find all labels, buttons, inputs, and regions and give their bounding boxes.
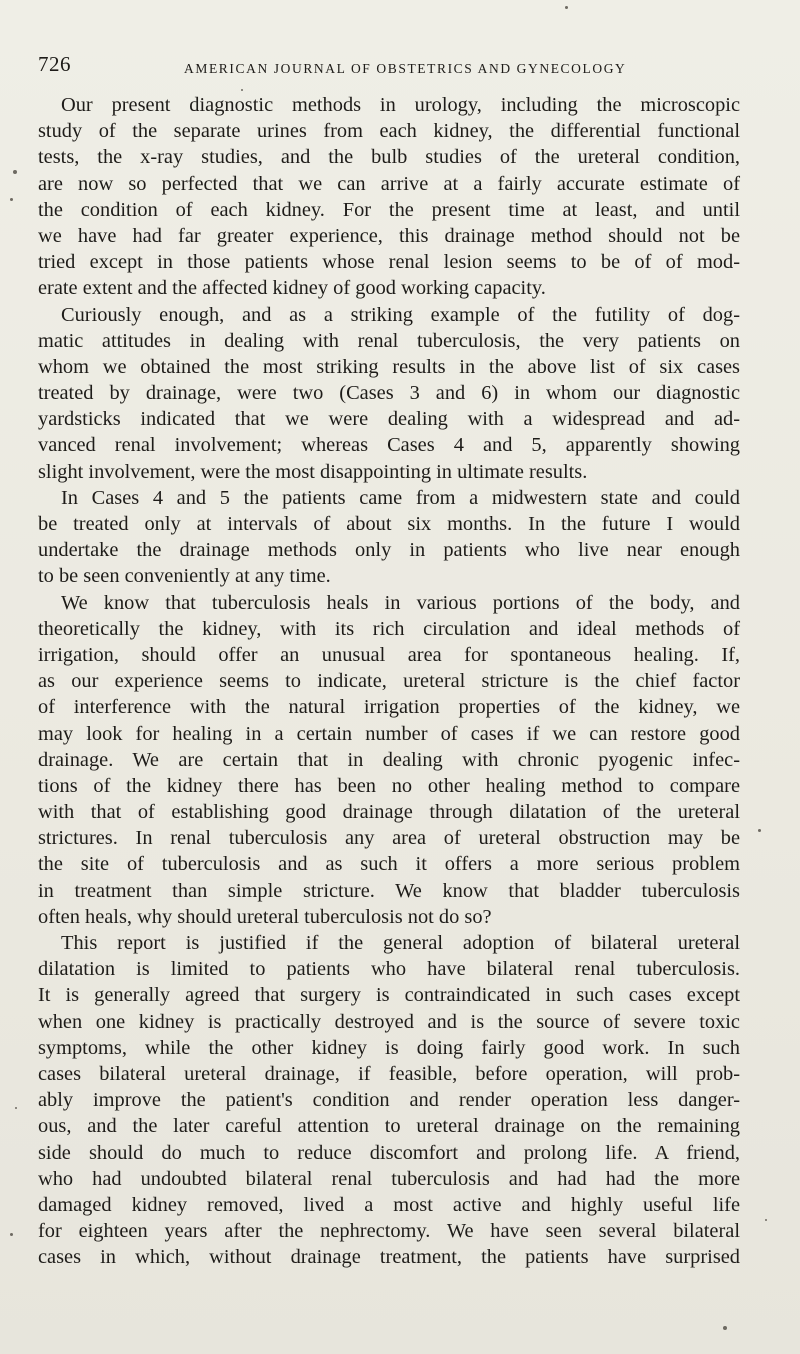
print-speck xyxy=(241,89,243,91)
text-line: undertake the drainage methods only in patients who live near enough xyxy=(38,539,740,562)
text-line: treated by drainage, were two (Cases 3 and 6) in whom our diagnostic xyxy=(38,382,740,405)
print-speck xyxy=(10,198,13,201)
text-line: the site of tuberculosis and as such it offers a more serious problem xyxy=(38,853,740,876)
text-line: ous, and the later careful attention to ureteral drainage on the remaining xyxy=(38,1115,740,1138)
print-speck xyxy=(13,170,17,174)
text-line: tried except in those patients whose renal lesion seems to be of of mod- xyxy=(38,251,740,274)
text-line: to be seen conveniently at any time. xyxy=(38,565,331,588)
text-line: This report is justified if the general adoption of bilateral ureteral xyxy=(61,932,740,954)
text-line: of interference with the natural irrigation properties of the kidney, we xyxy=(38,696,740,719)
print-speck xyxy=(10,1233,13,1236)
text-line: Curiously enough, and as a striking example of the futility of dog- xyxy=(61,303,740,326)
text-line: ably improve the patient's condition and render operation less danger- xyxy=(38,1089,740,1112)
print-speck xyxy=(565,6,568,9)
text-line: symptoms, while the other kidney is doing fairly good work. In such xyxy=(38,1036,740,1059)
text-line: matic attitudes in dealing with renal tuberculosis, the very patients on xyxy=(38,329,740,352)
text-line: who had undoubted bilateral renal tuberculosis and had had the more xyxy=(38,1167,740,1190)
text-line: study of the separate urines from each kidney, the differential functional xyxy=(38,120,740,143)
paragraph xyxy=(38,930,740,1270)
text-line: theoretically the kidney, with its rich circulation and ideal methods of xyxy=(38,617,740,640)
text-line: in treatment than simple stricture. We know that bladder tuberculosis xyxy=(38,879,740,902)
text-line: We know that tuberculosis heals in various portions of the body, and xyxy=(61,591,740,614)
text-line: It is generally agreed that surgery is contraindicated in such cases except xyxy=(38,984,740,1007)
paragraph xyxy=(38,92,740,302)
text-line: may look for healing in a certain number of cases if we can restore good xyxy=(38,722,740,745)
print-speck xyxy=(758,829,761,832)
print-speck xyxy=(15,1107,17,1109)
text-line: we have had far greater experience, this drainage method should not be xyxy=(38,224,740,247)
paragraph xyxy=(38,485,740,590)
text-line: side should do much to reduce discomfort and prolong life. A friend, xyxy=(38,1141,740,1164)
paragraph xyxy=(38,302,740,485)
text-line: tions of the kidney there has been no other healing method to compare xyxy=(38,774,740,797)
text-line: In Cases 4 and 5 the patients came from a midwestern state and could xyxy=(61,486,740,509)
text-line: when one kidney is practically destroyed and is the source of severe toxic xyxy=(38,1010,740,1033)
text-line: strictures. In renal tuberculosis any area of ureteral obstruction may be xyxy=(38,827,740,850)
text-line: slight involvement, were the most disappointing in ultimate results. xyxy=(38,460,588,483)
text-line: Our present diagnostic methods in urology, including the microscopic xyxy=(61,94,740,116)
text-line: as our experience seems to indicate, ureteral stricture is the chief factor xyxy=(38,670,740,693)
running-head: AMERICAN JOURNAL OF OBSTETRICS AND GYNECOLOGY xyxy=(184,61,627,76)
text-line: be treated only at intervals of about six months. In the future I would xyxy=(38,513,740,535)
text-line: the condition of each kidney. For the present time at least, and until xyxy=(38,198,740,221)
print-speck xyxy=(723,1326,727,1330)
text-line: drainage. We are certain that in dealing with chronic pyogenic infec- xyxy=(38,748,740,771)
text-line: dilatation is limited to patients who have bilateral renal tuberculosis. xyxy=(38,958,740,981)
page-number: 726 xyxy=(38,52,71,76)
print-speck xyxy=(765,1219,767,1221)
article-body xyxy=(38,92,740,1270)
text-line: vanced renal involvement; whereas Cases 4 and 5, apparently showing xyxy=(38,434,740,457)
text-line: cases in which, without drainage treatment, the patients have surprised xyxy=(38,1246,740,1269)
text-line: often heals, why should ureteral tuberculosis not do so? xyxy=(38,905,492,928)
text-line: whom we obtained the most striking results in the above list of six cases xyxy=(38,355,740,378)
text-line: cases bilateral ureteral drainage, if feasible, before operation, will prob- xyxy=(38,1062,740,1085)
page-header xyxy=(38,52,738,78)
text-line: with that of establishing good drainage through dilatation of the ureteral xyxy=(38,801,740,824)
text-line: tests, the x-ray studies, and the bulb studies of the ureteral condition, xyxy=(38,146,740,169)
text-line: for eighteen years after the nephrectomy. We have seen several bilateral xyxy=(38,1220,740,1243)
text-line: yardsticks indicated that we were dealing with a widespread and ad- xyxy=(38,408,740,431)
text-line: erate extent and the affected kidney of good working capacity. xyxy=(38,277,546,300)
text-line: irrigation, should offer an unusual area for spontaneous healing. If, xyxy=(38,643,740,666)
text-line: are now so perfected that we can arrive at a fairly accurate estimate of xyxy=(38,172,740,195)
paragraph xyxy=(38,590,740,930)
text-line: damaged kidney removed, lived a most active and highly useful life xyxy=(38,1193,740,1216)
